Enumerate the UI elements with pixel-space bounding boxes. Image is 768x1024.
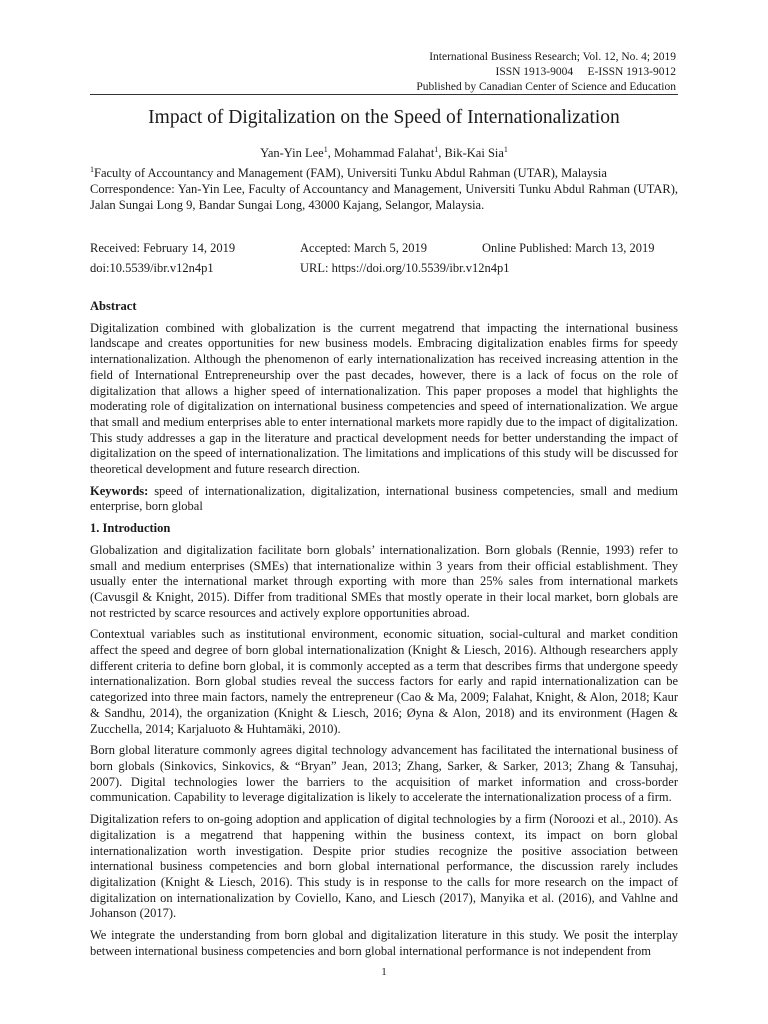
published-date: Online Published: March 13, 2019: [482, 241, 655, 255]
paper-title: Impact of Digitalization on the Speed of Internationalization: [148, 107, 620, 128]
keywords-label: Keywords:: [90, 483, 149, 498]
doi: doi:10.5539/ibr.v12n4p1: [90, 261, 214, 275]
keywords-text: speed of internationalization, digitalization, international business competencies, small and medium enterprise, born global: [90, 483, 678, 514]
doi-url: URL: https://doi.org/10.5539/ibr.v12n4p1: [300, 261, 510, 275]
body-paragraph: Globalization and digitalization facilitate born globals’ internationalization. Born globals (Rennie, 1993) refer to small and medium enterprises (SMEs) that internationalize within 3 years from their official establishment. They usually enter the international market through exporting with more than 25% sales from international markets (Cavusgil & Knight, 2015). Differ from traditional SMEs that mostly operate in their local market, born globals are not restricted by scarce resources and actively explore opportunities abroad.: [90, 542, 678, 620]
keywords: [90, 484, 678, 515]
correspondence: Correspondence: Yan-Yin Lee, Faculty of Accountancy and Management, Universiti Tunku Abdul Rahman (UTAR), Jalan Sungai Long 9, Bandar Sungai Long, 43000 Kajang, Selangor, Malaysia.: [90, 182, 678, 212]
journal-issn: ISSN 1913-9004 E-ISSN 1913-9012: [495, 66, 676, 78]
author-list: Yan-Yin Lee$^1$, Mohammad Falahat$^1$, Bik-Kai Sia$^1$: [260, 145, 508, 161]
affiliation-marker: 1: [90, 165, 94, 174]
body-paragraph: Digitalization refers to on-going adoption and application of digital technologies by a firm (Noroozi et al., 2010). As digitalization is a megatrend that happening within the business context, its impact on born global internationalization worth investigation. Despite prior studies recognize the positive association between international business competencies and born global international performance, the discussion rarely includes digitalization (Knight & Liesch, 2016). This study is in response to the calls for more research on the impact of digitalization on internationalization by Coviello, Kano, and Liesch (2017), Manyika et al. (2016), and Vahlne and Johanson (2017).: [90, 812, 678, 921]
body-paragraph: Born global literature commonly agrees digital technology advancement has facilitated the international business of born globals (Sinkovics, Sinkovics, & “Bryan” Jean, 2013; Zhang, Sarker, & Sarker, 2013; Zhang & Tansuhaj, 2007). Digital technologies lower the barriers to the acquisition of market information and cross-border communication. Capability to leverage digitalization is likely to accelerate the internationalization process of a firm.: [90, 743, 678, 805]
accepted-date: Accepted: March 5, 2019: [300, 241, 428, 255]
affiliation-marker: 1: [323, 145, 328, 154]
author-name: Bik-Kai Sia: [444, 146, 504, 161]
abstract-section: [90, 299, 678, 965]
journal-citation: International Business Research; Vol. 12, No. 4; 2019: [429, 51, 676, 63]
affiliation-text: Faculty of Accountancy and Management (FAM), Universiti Tunku Abdul Rahman (UTAR), Malaysia: [94, 166, 607, 181]
publication-dates: [90, 238, 678, 278]
journal-header: [416, 50, 676, 95]
journal-publisher: Published by Canadian Center of Science and Education: [416, 81, 676, 93]
body-paragraph: We integrate the understanding from born global and digitalization literature in this study. We posit the interplay between international business competencies and born global international performance is not independent from: [90, 928, 678, 958]
author-name: Mohammad Falahat: [333, 146, 435, 161]
abstract-heading: Abstract: [90, 299, 137, 313]
header-rule: [90, 94, 678, 95]
affiliation-marker: 1: [434, 145, 439, 154]
author-name: Yan-Yin Lee: [260, 146, 324, 161]
body-paragraph: Contextual variables such as institutional environment, economic situation, social-cultural and market condition affect the speed and degree of born global internationalization (Knight & Liesch, 2016). Although researchers apply different criteria to define born global, it is commonly accepted as a term that describes firms that undergone speedy internationalization. Born global studies reveal the success factors for early and rapid internationalization can be categorized into three main factors, namely the entrepreneur (Cao & Ma, 2009; Falahat, Knight, & Alon, 2018; Kaur & Sandhu, 2014), the organization (Knight & Liesch, 2016; Øyna & Alon, 2018) and its environment (Hagen & Zucchella, 2014; Karjaluoto & Huhtamäki, 2010).: [90, 627, 678, 736]
affiliation-marker: 1: [503, 145, 508, 154]
introduction-heading: 1. Introduction: [90, 521, 171, 536]
page-number: 1: [381, 966, 387, 978]
affiliation: [90, 162, 678, 181]
received-date: Received: February 14, 2019: [90, 241, 236, 255]
abstract-text: Digitalization combined with globalization is the current megatrend that impacting the international business landscape and creates opportunities for new business models. Embracing digitalization enables firms for speedy internationalization. Although the phenomenon of early internationalization has received increasing attention in the field of International Entrepreneurship over the past decades, however, there is a lack of focus on the role of digitalization that allows a higher speed of internationalization. This paper proposes a model that highlights the moderating role of digitalization on international business competencies and speed of internationalization. We argue that small and medium enterprises able to enter international markets more rapidly due to the impact of digitalization. This study addresses a gap in the literature and practical development needs for better understanding the impact of digitalization on the speed of internationalization. The limitations and implications of this study will be discussed for theoretical development and future research direction.: [90, 320, 679, 477]
